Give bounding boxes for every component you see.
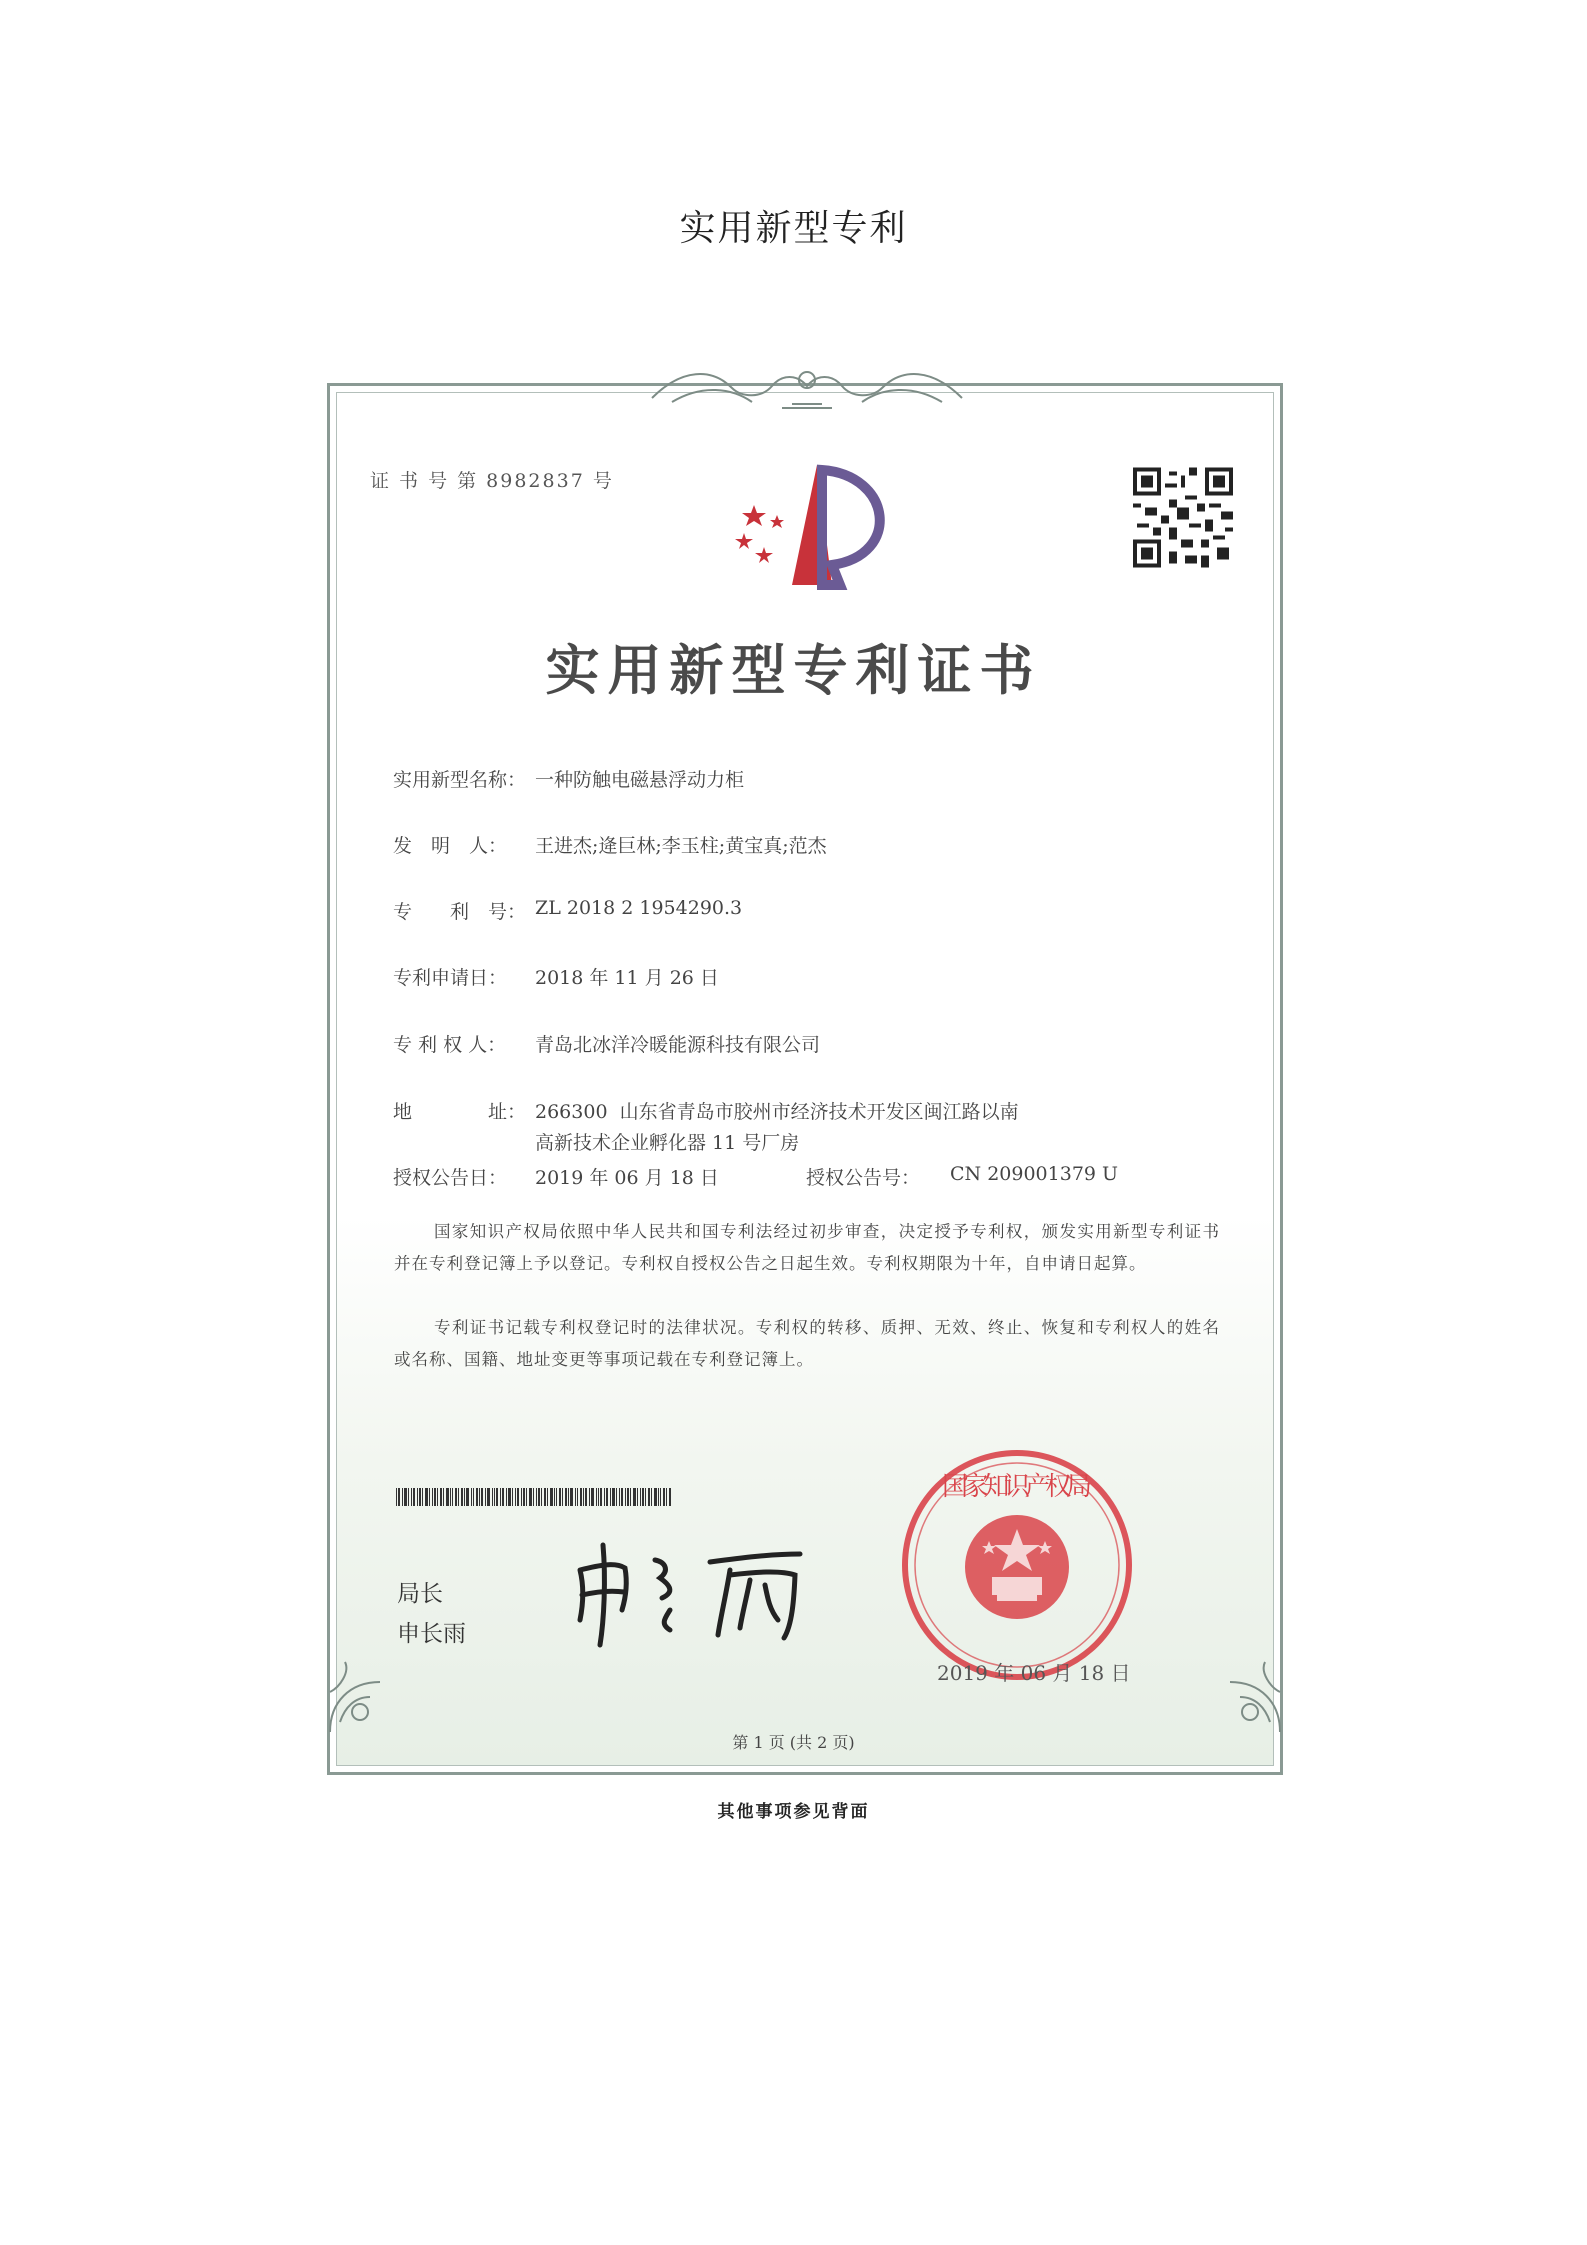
notice-paragraph-1: 国家知识产权局依照中华人民共和国专利法经过初步审查，决定授予专利权，颁发实用新型专利证书并在专利登记簿上予以登记。专利权自授权公告之日起生效。专利权期限为十年，自申请日起算。 — [394, 1222, 1220, 1273]
notice-paragraph-2: 专利证书记载专利权登记时的法律状况。专利权的转移、质押、无效、终止、恢复和专利权人的姓名或名称、国籍、地址变更等事项记载在专利登记簿上。 — [394, 1318, 1220, 1369]
footer-note: 其他事项参见背面 — [717, 1802, 870, 1822]
handwritten-signature — [570, 1540, 820, 1650]
top-ornament-icon — [642, 358, 972, 414]
field-value-name: 一种防触电磁悬浮动力柜 — [535, 769, 745, 791]
field-value-application-date: 2018 年 11 月 26 日 — [535, 967, 719, 989]
field-label-name: 实用新型名称： — [393, 769, 527, 791]
field-value-grant-number: CN 209001379 U — [950, 1163, 1119, 1185]
qr-code-icon — [1133, 465, 1233, 570]
seal-date: 2019 年 06 月 18 日 — [937, 1661, 1131, 1685]
field-label-grant-date: 授权公告日： — [393, 1167, 508, 1189]
field-value-address: 266300 山东省青岛市胶州市经济技术开发区闽江路以南 — [535, 1101, 1019, 1123]
signer-title: 局长 — [397, 1581, 443, 1607]
field-value-inventors: 王进杰;逄巨林;李玉柱;黄宝真;范杰 — [535, 835, 827, 857]
signer-name: 申长雨 — [397, 1621, 466, 1647]
certificate-title: 实用新型专利证书 — [545, 638, 1042, 702]
field-value-patent-number: ZL 2018 2 1954290.3 — [535, 897, 743, 919]
field-value-patentee: 青岛北冰洋冷暖能源科技有限公司 — [535, 1034, 821, 1056]
corner-ornament-right-icon — [1200, 1652, 1290, 1742]
field-value-address-line2: 高新技术企业孵化器 11 号厂房 — [535, 1132, 800, 1154]
field-label-patentee: 专 利 权 人： — [393, 1034, 507, 1056]
certificate-number: 证 书 号 第 8982837 号 — [370, 470, 614, 492]
field-value-grant-date: 2019 年 06 月 18 日 — [535, 1167, 719, 1189]
page-heading: 实用新型专利 — [679, 208, 908, 249]
seal-text: 国家知识产权局 — [942, 1472, 1092, 1502]
barcode-icon — [396, 1488, 674, 1506]
page-count: 第 1 页 (共 2 页) — [732, 1733, 855, 1752]
field-label-inventors: 发 明 人： — [393, 835, 508, 857]
official-seal — [897, 1445, 1137, 1685]
patent-office-emblem-icon — [722, 455, 902, 595]
corner-ornament-left-icon — [320, 1652, 410, 1742]
field-label-patent-number: 专 利 号： — [393, 901, 527, 923]
field-label-application-date: 专利申请日： — [393, 967, 508, 989]
field-label-grant-number: 授权公告号： — [806, 1167, 921, 1189]
field-label-address: 地 址： — [393, 1101, 527, 1123]
